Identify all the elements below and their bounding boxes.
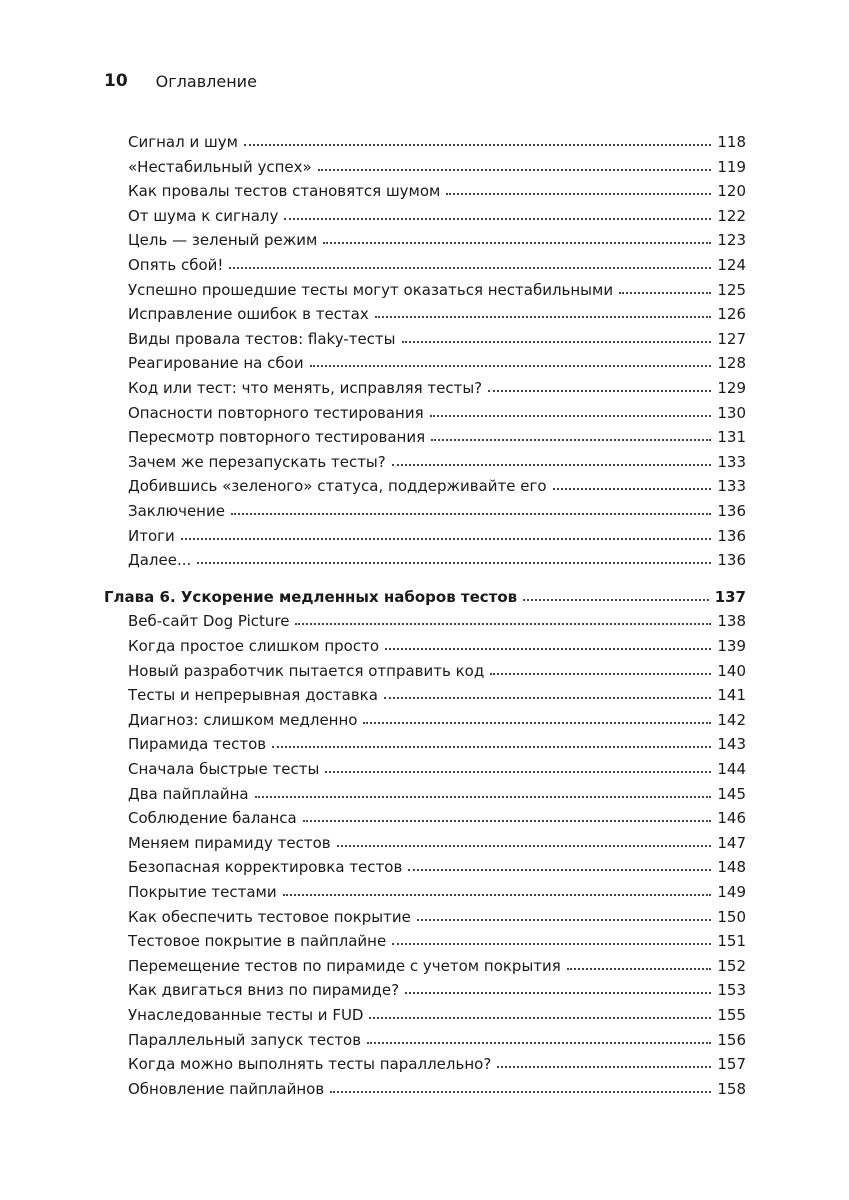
toc-entry — [128, 609, 746, 633]
toc-entry-page: 136 — [717, 551, 746, 570]
toc-entry-page: 140 — [717, 661, 746, 680]
toc-entry-title: Как провалы тестов становятся шумом — [128, 182, 441, 201]
dot-leader — [367, 1042, 711, 1044]
toc-entry-page: 148 — [717, 858, 746, 877]
toc-entry-title: Безопасная корректировка тестов — [128, 858, 403, 877]
dot-leader — [255, 796, 712, 798]
toc-entry — [128, 327, 746, 351]
dot-leader — [431, 439, 711, 441]
dot-leader — [295, 623, 711, 625]
toc-entry-title: Тесты и непрерывная доставка — [128, 686, 378, 705]
toc-entry-title: Добившись «зеленого» статуса, поддерживайте его — [128, 477, 547, 496]
toc-entry-title: Когда простое слишком просто — [128, 637, 380, 655]
dot-leader — [369, 1017, 711, 1019]
toc-entry — [128, 732, 746, 756]
dot-leader — [181, 538, 712, 540]
toc-entry — [128, 179, 746, 203]
toc-entry-page: 137 — [714, 587, 746, 606]
toc-entry-page: 136 — [717, 526, 746, 545]
toc-entry-page: 149 — [717, 883, 746, 901]
toc-entry-page: 153 — [717, 981, 746, 1000]
toc-entry-title: Виды провала тестов: flaky-тесты — [128, 329, 396, 348]
dot-leader — [497, 1066, 711, 1068]
toc-entry — [128, 499, 746, 523]
dot-leader — [323, 242, 711, 244]
toc-entry-page: 136 — [717, 502, 746, 520]
toc-entry — [128, 634, 746, 658]
dot-leader — [408, 869, 711, 871]
toc-entry-title: Опять сбой! — [128, 256, 224, 274]
dot-leader — [553, 488, 712, 490]
toc-entry-title: Параллельный запуск тестов — [128, 1030, 362, 1049]
toc-entry — [128, 1028, 746, 1052]
dot-leader — [405, 992, 711, 994]
toc-entry — [128, 659, 746, 683]
toc-entry — [128, 929, 746, 953]
toc-entry — [128, 548, 746, 572]
section-title: Оглавление — [155, 71, 257, 91]
dot-leader — [231, 513, 711, 515]
toc-entry-page: 155 — [717, 1006, 746, 1024]
toc-entry-title: Унаследованные тесты и FUD — [128, 1006, 364, 1024]
toc-entry — [128, 806, 746, 830]
toc-entry-title: Глава 6. Ускорение медленных наборов тестов — [104, 587, 518, 606]
toc-entry-title: Код или тест: что менять, исправляя тесты? — [128, 379, 483, 397]
toc-entry-title: Перемещение тестов по пирамиде с учетом покрытия — [128, 956, 561, 975]
toc-entry — [128, 1077, 746, 1101]
toc-entry-page: 141 — [717, 686, 746, 705]
toc-entry-page: 118 — [717, 133, 746, 151]
toc-entry-title: Пересмотр повторного тестирования — [128, 428, 426, 447]
dot-leader — [567, 968, 712, 970]
toc-entry-page: 133 — [717, 452, 746, 471]
page-header — [104, 68, 257, 94]
toc-entry — [128, 855, 746, 879]
toc-entry-page: 120 — [717, 182, 746, 201]
toc-entry-title: Заключение — [128, 502, 225, 520]
toc-entry — [128, 302, 746, 326]
toc-chapter-entry — [104, 585, 746, 609]
dot-leader — [303, 820, 712, 822]
toc-entry-title: Итоги — [128, 526, 175, 545]
dot-leader — [384, 697, 711, 699]
toc-entry-page: 124 — [717, 256, 746, 274]
dot-leader — [229, 267, 711, 269]
dot-leader — [490, 673, 711, 675]
toc-entry-page: 122 — [717, 206, 746, 225]
dot-leader — [402, 341, 712, 343]
toc-entry-title: Диагноз: слишком медленно — [128, 710, 358, 729]
toc-entry — [128, 831, 746, 855]
toc-entry — [128, 155, 746, 179]
dot-leader — [284, 218, 711, 220]
toc-entry-page: 133 — [717, 477, 746, 496]
toc-entry-title: Как обеспечить тестовое покрытие — [128, 907, 411, 926]
toc-entry-page: 123 — [717, 231, 746, 250]
toc-entry-page: 143 — [717, 735, 746, 754]
toc-entry — [128, 905, 746, 929]
dot-leader — [417, 919, 712, 921]
dot-leader — [430, 415, 712, 417]
toc-entry-page: 158 — [717, 1079, 746, 1098]
toc-entry-title: Два пайплайна — [128, 784, 249, 803]
dot-leader — [272, 746, 711, 748]
dot-leader — [244, 144, 711, 146]
toc-entry-page: 150 — [717, 907, 746, 926]
toc-entry-title: Тестовое покрытие в пайплайне — [128, 932, 387, 951]
toc-entry-page: 126 — [717, 305, 746, 324]
toc-entry-page: 125 — [717, 280, 746, 299]
toc-entry-page: 119 — [717, 157, 746, 176]
dot-leader — [310, 365, 712, 367]
toc-entry — [128, 524, 746, 548]
dot-leader — [446, 193, 711, 195]
dot-leader — [318, 169, 712, 171]
toc-entry-page: 144 — [717, 760, 746, 778]
toc-entry — [128, 228, 746, 252]
dot-leader — [488, 390, 711, 392]
toc-entry-page: 127 — [717, 329, 746, 348]
toc-entry — [128, 253, 746, 277]
dot-leader — [363, 722, 711, 724]
toc-entry-title: Зачем же перезапускать тесты? — [128, 452, 386, 471]
dot-leader — [375, 316, 712, 318]
dot-leader — [392, 943, 711, 945]
dot-leader — [197, 562, 711, 564]
toc-entry-page: 152 — [717, 956, 746, 975]
toc-entry-title: Исправление ошибок в тестах — [128, 305, 369, 324]
toc-entry-title: Новый разработчик пытается отправить код — [128, 661, 485, 680]
toc-entry — [128, 683, 746, 707]
dot-leader — [619, 292, 711, 294]
toc-entry — [128, 450, 746, 474]
toc-entry-page: 129 — [717, 379, 746, 397]
toc-entry-title: «Нестабильный успех» — [128, 157, 312, 176]
toc-entry-title: Веб-сайт Dog Picture — [128, 612, 290, 631]
toc-entry-title: Успешно прошедшие тесты могут оказаться нестабильными — [128, 280, 614, 299]
toc-entry — [128, 954, 746, 978]
toc-entry-title: Меняем пирамиду тестов — [128, 833, 331, 852]
toc-entry — [128, 880, 746, 904]
toc-entry — [128, 351, 746, 375]
toc-entry-page: 128 — [717, 354, 746, 373]
toc-entry-page: 151 — [717, 932, 746, 951]
toc-entry-title: Цель — зеленый режим — [128, 231, 318, 250]
toc-entry-title: Пирамида тестов — [128, 735, 267, 754]
toc-entry-title: Далее... — [128, 551, 192, 570]
toc-entry-title: Опасности повторного тестирования — [128, 403, 424, 422]
dot-leader — [337, 845, 712, 847]
toc-entry — [128, 204, 746, 228]
toc-entry-title: Как двигаться вниз по пирамиде? — [128, 981, 400, 1000]
toc-entry — [128, 278, 746, 302]
toc-entry-page: 142 — [717, 710, 746, 729]
toc-entry-title: Реагирование на сбои — [128, 354, 304, 373]
dot-leader — [523, 599, 709, 601]
toc-entry-page: 138 — [717, 612, 746, 631]
toc-entry-page: 145 — [717, 784, 746, 803]
toc-entry-title: Когда можно выполнять тесты параллельно? — [128, 1055, 492, 1074]
toc-entry-title: Сигнал и шум — [128, 133, 238, 151]
toc-entry — [128, 130, 746, 154]
toc-entry — [128, 782, 746, 806]
toc-entry — [128, 401, 746, 425]
toc-entry-page: 139 — [717, 637, 746, 655]
toc-entry — [128, 978, 746, 1002]
toc-entry-page: 131 — [717, 428, 746, 447]
toc-entry — [128, 757, 746, 781]
toc-entry — [128, 425, 746, 449]
toc-entry-title: Обновление пайплайнов — [128, 1079, 325, 1098]
toc-entry-page: 156 — [717, 1030, 746, 1049]
toc-entry — [128, 1052, 746, 1076]
dot-leader — [283, 894, 712, 896]
toc-entry — [128, 1003, 746, 1027]
toc-entry — [128, 708, 746, 732]
dot-leader — [392, 464, 712, 466]
toc-entry-page: 147 — [717, 833, 746, 852]
toc-entry-title: От шума к сигналу — [128, 206, 279, 225]
toc-entry-page: 146 — [717, 809, 746, 828]
toc-entry-page: 157 — [717, 1055, 746, 1074]
toc-entry-title: Покрытие тестами — [128, 883, 277, 901]
dot-leader — [325, 771, 711, 773]
toc-entry-title: Сначала быстрые тесты — [128, 760, 320, 778]
toc-entry-title: Соблюдение баланса — [128, 809, 297, 828]
page-number: 10 — [104, 71, 128, 91]
dot-leader — [385, 648, 711, 650]
toc-entry — [128, 474, 746, 498]
dot-leader — [330, 1091, 711, 1093]
toc-entry — [128, 376, 746, 400]
toc-entry-page: 130 — [717, 403, 746, 422]
